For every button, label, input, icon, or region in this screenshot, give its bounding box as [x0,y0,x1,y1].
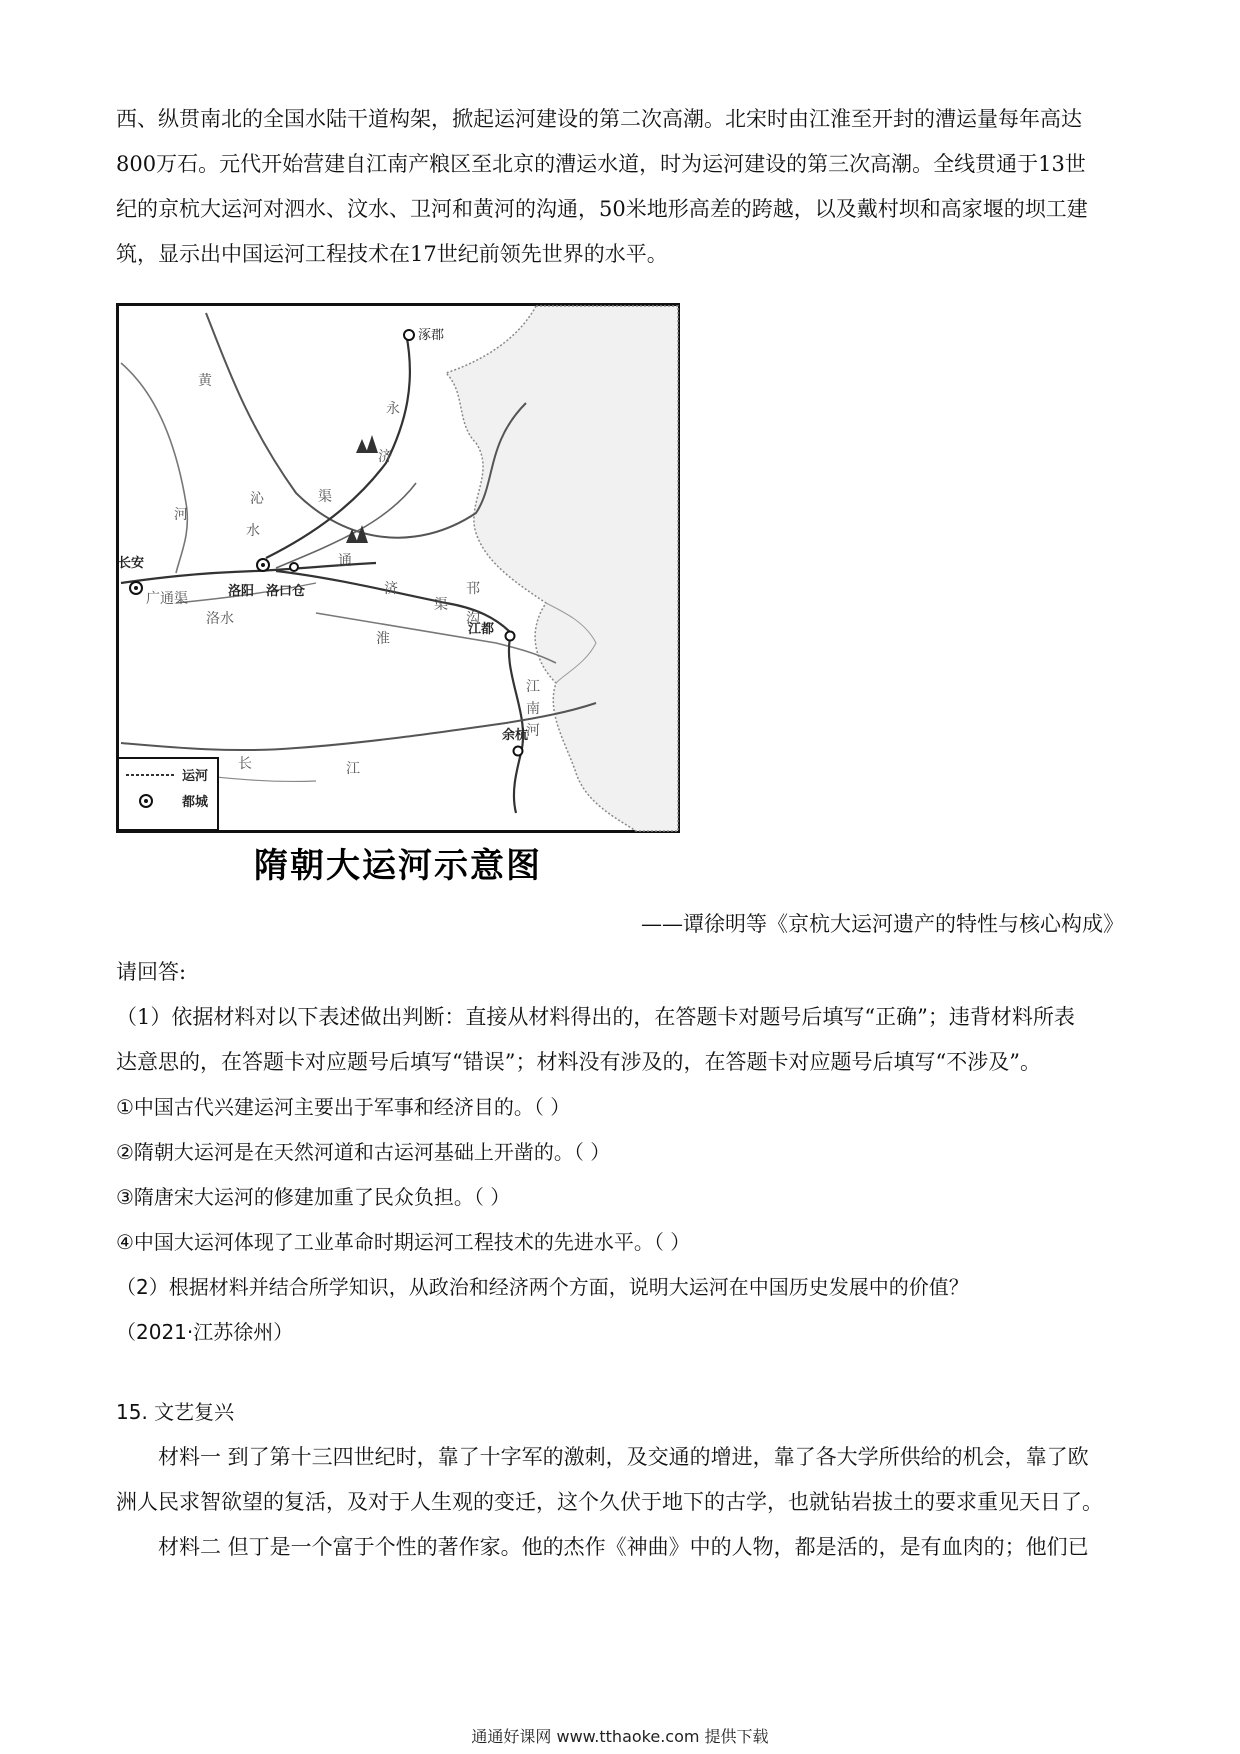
river-label: 水 [246,523,260,539]
legend-label: 运河 [182,769,209,784]
material-2-line: 材料二 但丁是一个富于个性的著作家。他的杰作《神曲》中的人物，都是活的，是有血肉的；他们已 [158,1535,1089,1559]
city-marker [404,330,414,340]
source-tag: （2021·江苏徐州） [116,1320,294,1344]
river-label: 济 [378,449,392,465]
river-label: 通 [338,553,352,569]
river-label: 江 [346,761,360,777]
city-label: 涿郡 [418,328,445,343]
judgment-item: ①中国古代兴建运河主要出于军事和经济目的。（ ） [116,1095,571,1119]
question-1-line: （1）依据材料对以下表述做出判断：直接从材料得出的，在答题卡对题号后填写“正确”；违背材料所表 [116,1005,1075,1029]
city-marker [506,632,515,641]
question-2: （2）根据材料并结合所学知识，从政治和经济两个方面，说明大运河在中国历史发展中的价值？ [116,1275,969,1299]
text-line: 西、纵贯南北的全国水陆干道构架，掀起运河建设的第二次高潮。北宋时由江淮至开封的漕运量每年高达 [116,107,1082,131]
river-label: 邗 [466,581,480,597]
material-1-line: 洲人民求智欲望的复活，及对于人生观的变迁，这个久伏于地下的古学，也就钻岩拔土的要求重见天日了。 [116,1490,1103,1514]
map-figure [116,303,680,833]
sui-canal-map [116,303,680,833]
river-label: 长 [238,756,252,772]
judgment-item: ②隋朝大运河是在天然河道和古运河基础上开凿的。（ ） [116,1140,611,1164]
city-marker [290,563,298,571]
question-15-heading: 15. 文艺复兴 [116,1400,235,1424]
material-1-line: 材料一 到了第十三四世纪时，靠了十字军的激刺，及交通的增进，靠了各大学所供给的机会，靠了欧 [158,1445,1089,1469]
map-source-citation: ——谭徐明等《京杭大运河遗产的特性与核心构成》 [641,912,1124,936]
river-label: 沟 [466,611,480,627]
river-label: 渠 [318,489,332,505]
question-1-line: 达意思的，在答题卡对应题号后填写“错误”；材料没有涉及的，在答题卡对应题号后填写“不涉及”。 [116,1050,1041,1074]
text-line: 筑，显示出中国运河工程技术在17世纪前领先世界的水平。 [116,242,668,266]
river-label: 黄 [198,373,212,389]
page-footer: 通通好课网 www.tthaoke.com 提供下载 [471,1727,769,1746]
city-marker [514,747,523,756]
text-line: 纪的京杭大运河对泗水、汶水、卫河和黄河的沟通，50米地形高差的跨越，以及戴村坝和高家堰的坝工建 [116,197,1088,221]
river-label: 淮 [376,631,390,647]
question-15-section [116,1390,1128,1570]
legend-label: 都城 [182,795,209,810]
river-label: 南 [526,701,540,717]
river-label: 渠 [434,597,448,613]
river-label: 广通渠 [146,591,188,607]
city-label: 洛口仓 [266,584,306,599]
river-label: 沁 [250,491,264,507]
river-label: 洛水 [206,611,234,627]
intro-paragraph [116,97,1128,277]
river-label: 河 [174,507,188,523]
river-label: 永 [386,401,400,417]
city-label: 江都 [468,622,495,637]
question-prompt: 请回答: [116,960,187,984]
map-title: 隋朝大运河示意图 [254,846,542,886]
judgment-item: ③隋唐宋大运河的修建加重了民众负担。（ ） [116,1185,511,1209]
judgment-item: ④中国大运河体现了工业革命时期运河工程技术的先进水平。（ ） [116,1230,691,1254]
river-label: 江 [526,679,540,695]
text-line: 800万石。元代开始营建自江南产粮区至北京的漕运水道，时为运河建设的第三次高潮。全线贯通于13世 [116,152,1086,176]
city-label: 余杭 [502,728,529,743]
city-label: 洛阳 [228,584,255,599]
questions-section [116,950,1128,1355]
river-label: 济 [384,581,398,597]
river-label: 河 [526,723,540,739]
city-label: 长安 [118,556,145,571]
